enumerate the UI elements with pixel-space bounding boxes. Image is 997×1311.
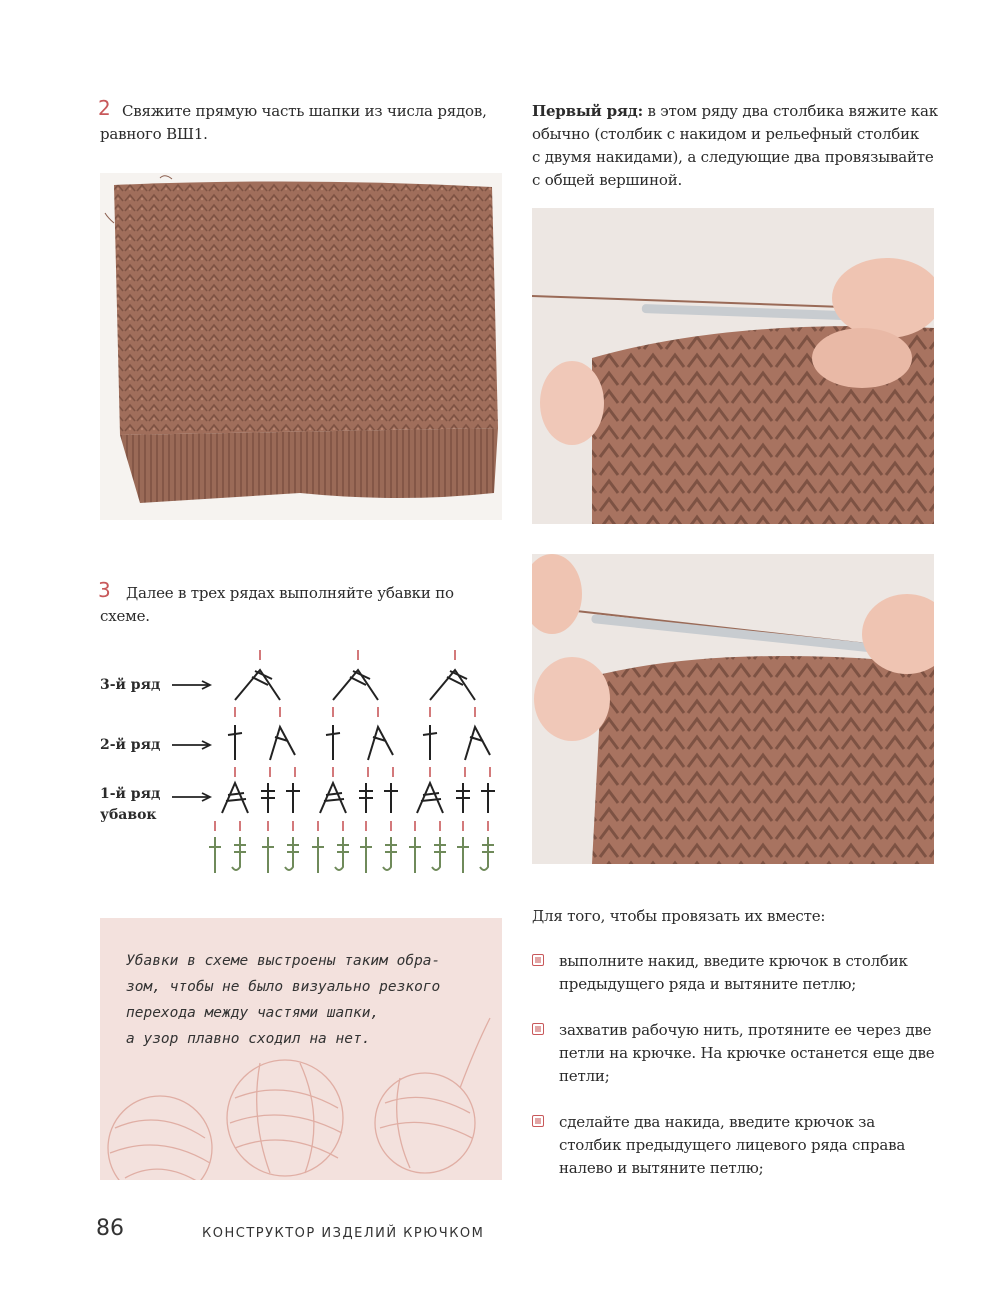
crochet-hook-photo-2 [532, 554, 934, 864]
yarn-balls-illustration [100, 1008, 502, 1180]
first-row-line2: обычно (столбик с накидом и рельефный столбик [532, 125, 920, 143]
bullet-2-line3: петли; [559, 1067, 610, 1085]
note-box [100, 918, 502, 1180]
bullet-1-line1: выполните накид, введите крючок в столбик [559, 952, 908, 970]
row1-connectors [215, 821, 488, 831]
bullet-icon [532, 954, 544, 966]
crochet-hook-photo-1 [532, 208, 934, 524]
bullet-2-line1: захватив рабочую нить, протяните ее через две [559, 1021, 932, 1039]
bullet-3-line2: столбик предыдущего лицевого ряда справа [559, 1136, 906, 1154]
first-row-label: Первый ряд: [532, 102, 643, 120]
instructions-intro: Для того, чтобы провязать их вместе: [532, 907, 826, 925]
note-line4: а узор плавно сходил на нет. [126, 1031, 371, 1047]
row2-connectors [235, 767, 490, 777]
base-row-symbols [209, 837, 494, 873]
note-line2: зом, чтобы не было визуально резкого [126, 979, 441, 995]
step-2-text-line2: равного ВШ1. [100, 125, 208, 143]
first-row-line3: с двумя накидами), а следующие два провязывайте [532, 148, 934, 166]
note-line1: Убавки в схеме выстроены таким обра- [126, 953, 441, 969]
row3-label: 3-й ряд [100, 677, 161, 693]
first-row-text: в этом ряду два столбика вяжите как [642, 102, 938, 120]
row1-symbols [222, 783, 495, 813]
bullet-icon [532, 1023, 544, 1035]
bullet-3-line1: сделайте два накида, введите крючок за [559, 1113, 875, 1131]
row3-symbols [235, 670, 475, 700]
row1-label-line1: 1-й ряд [100, 786, 161, 802]
knitted-hat-photo [100, 173, 502, 520]
step-2-number: 2 [98, 96, 111, 120]
row1-label-line2: убавок [100, 807, 157, 823]
row3-connectors [235, 650, 475, 717]
step-3-number: 3 [98, 578, 111, 602]
bullet-3-line3: налево и вытяните петлю; [559, 1159, 764, 1177]
first-row-line4: с общей вершиной. [532, 171, 683, 189]
step-3-text-line1: Далее в трех рядах выполняйте убавки по [126, 584, 454, 602]
bullet-2-line2: петли на крючке. На крючке останется еще две [559, 1044, 935, 1062]
first-row-line1 [532, 100, 938, 123]
row2-label: 2-й ряд [100, 737, 161, 753]
bullet-1-line2: предыдущего ряда и вытяните петлю; [559, 975, 857, 993]
book-title: КОНСТРУКТОР ИЗДЕЛИЙ КРЮЧКОМ [202, 1226, 485, 1241]
row2-symbols [228, 725, 490, 760]
bullet-icon [532, 1115, 544, 1127]
crochet-diagram [160, 645, 505, 885]
note-line3: перехода между частями шапки, [126, 1005, 380, 1021]
page-number: 86 [96, 1216, 124, 1241]
step-3-text-line2: схеме. [100, 607, 150, 625]
step-2-text-line1: Свяжите прямую часть шапки из числа рядов, [122, 102, 487, 120]
